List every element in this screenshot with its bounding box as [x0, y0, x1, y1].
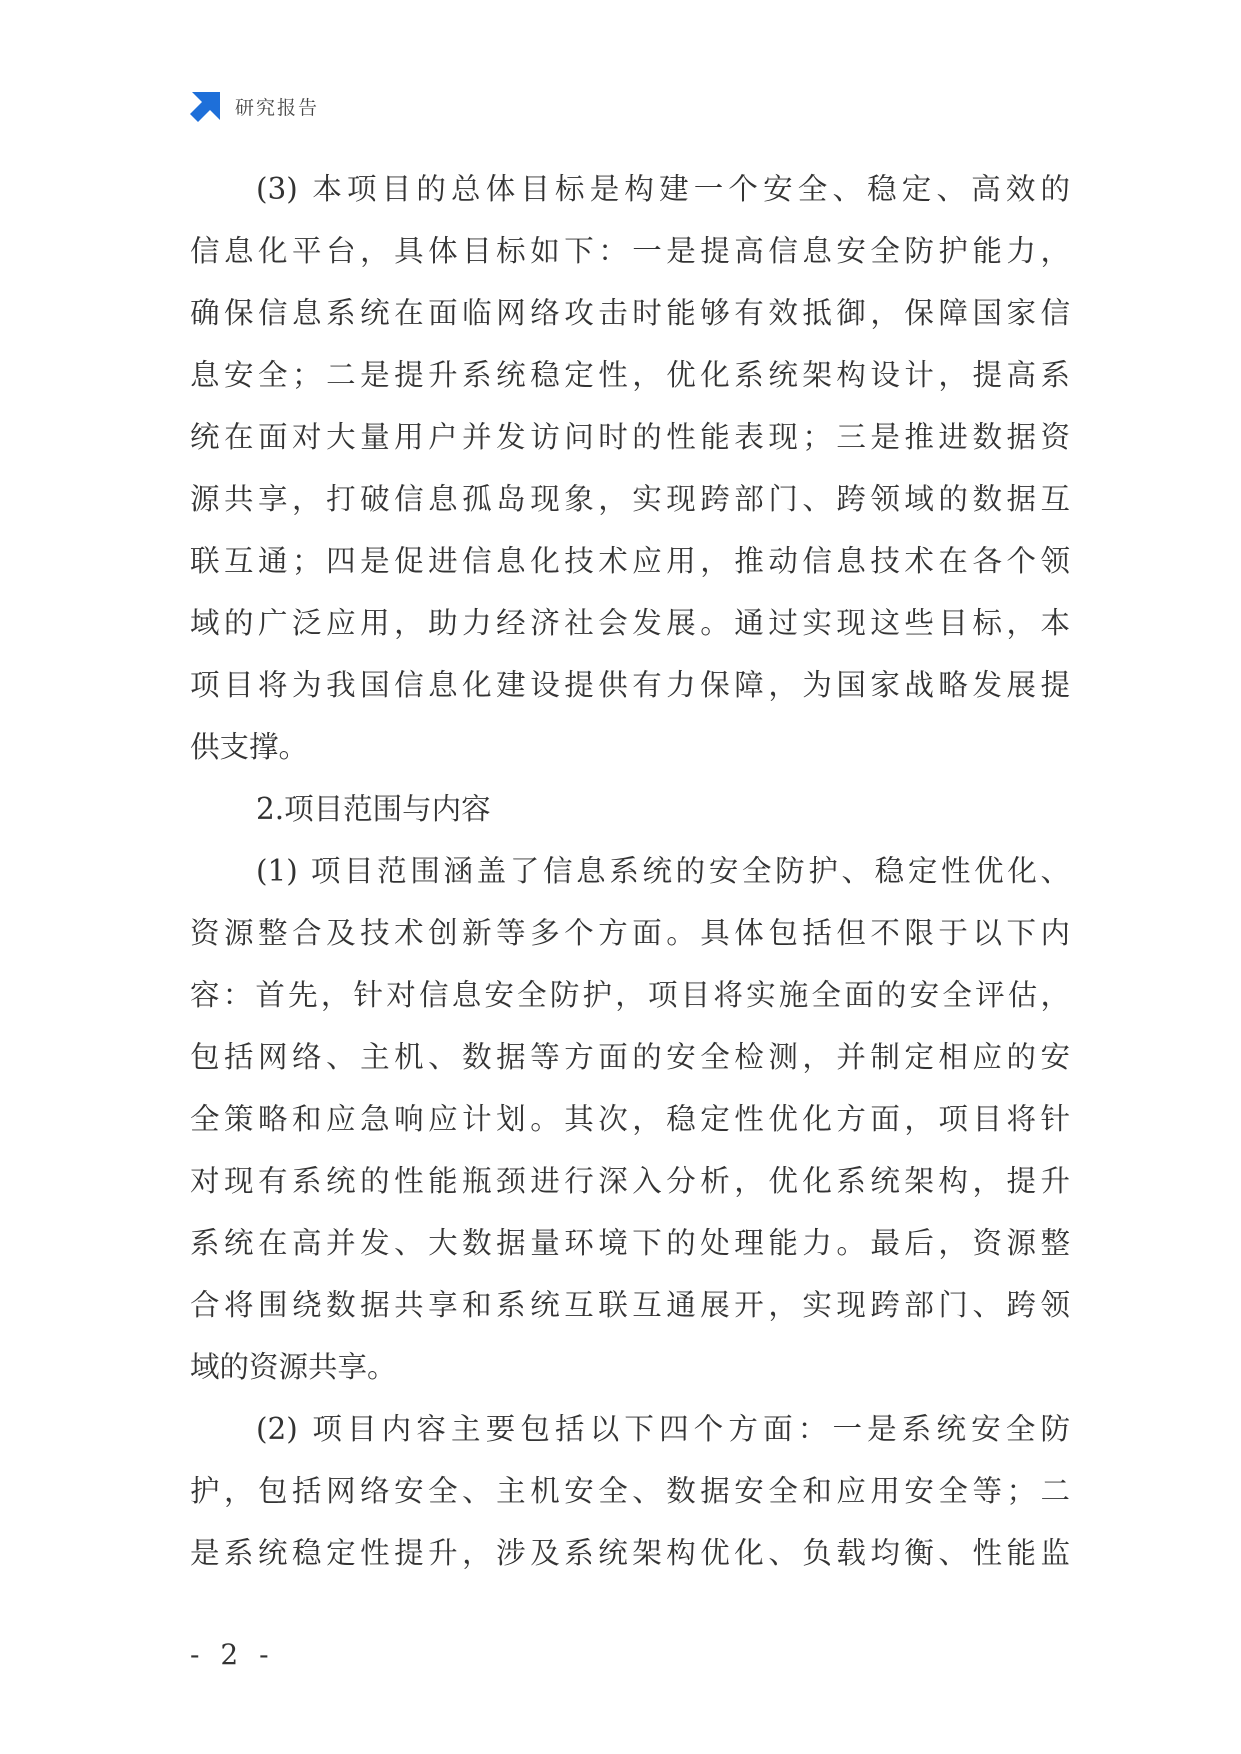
page-number: - 2 -	[190, 1638, 275, 1671]
body-text-line: (2) 项目内容主要包括以下四个方面：一是系统安全防	[256, 1412, 1070, 1446]
body-text-line: 是系统稳定性提升，涉及系统架构优化、负载均衡、性能监	[190, 1536, 1070, 1570]
body-text-line: 包括网络、主机、数据等方面的安全检测，并制定相应的安	[190, 1040, 1070, 1074]
body-text-line: 容：首先，针对信息安全防护，项目将实施全面的安全评估，	[190, 978, 1070, 1012]
body-text-line: 2.项目范围与内容	[256, 792, 491, 826]
body-text-line: 护，包括网络安全、主机安全、数据安全和应用安全等；二	[190, 1474, 1070, 1508]
body-text-line: 资源整合及技术创新等多个方面。具体包括但不限于以下内	[190, 916, 1070, 950]
arrow-up-right-icon	[189, 89, 223, 123]
body-text-line: 域的广泛应用，助力经济社会发展。通过实现这些目标，本	[190, 606, 1070, 640]
body-text-line: 源共享，打破信息孤岛现象，实现跨部门、跨领域的数据互	[190, 482, 1070, 516]
body-text-line: 统在面对大量用户并发访问时的性能表现；三是推进数据资	[190, 420, 1070, 454]
body-text-line: 域的资源共享。	[190, 1350, 397, 1384]
body-text-line: (3) 本项目的总体目标是构建一个安全、稳定、高效的	[256, 172, 1070, 206]
document-body	[190, 158, 1070, 1584]
body-text-line: 确保信息系统在面临网络攻击时能够有效抵御，保障国家信	[190, 296, 1070, 330]
body-text-line: 息安全；二是提升系统稳定性，优化系统架构设计，提高系	[190, 358, 1070, 392]
body-text-line: 合将围绕数据共享和系统互联互通展开，实现跨部门、跨领	[190, 1288, 1070, 1322]
body-text-line: 系统在高并发、大数据量环境下的处理能力。最后，资源整	[190, 1226, 1070, 1260]
page-header	[189, 88, 319, 124]
body-text-line: 信息化平台，具体目标如下：一是提高信息安全防护能力，	[190, 234, 1070, 268]
body-text-line: 对现有系统的性能瓶颈进行深入分析，优化系统架构，提升	[190, 1164, 1070, 1198]
body-text-line: (1) 项目范围涵盖了信息系统的安全防护、稳定性优化、	[256, 854, 1070, 888]
body-text-line: 项目将为我国信息化建设提供有力保障，为国家战略发展提	[190, 668, 1070, 702]
body-text-line: 供支撑。	[190, 730, 309, 764]
body-text-line: 联互通；四是促进信息化技术应用，推动信息技术在各个领	[190, 544, 1070, 578]
header-title: 研究报告	[235, 96, 320, 119]
body-text-line: 全策略和应急响应计划。其次，稳定性优化方面，项目将针	[190, 1102, 1070, 1136]
